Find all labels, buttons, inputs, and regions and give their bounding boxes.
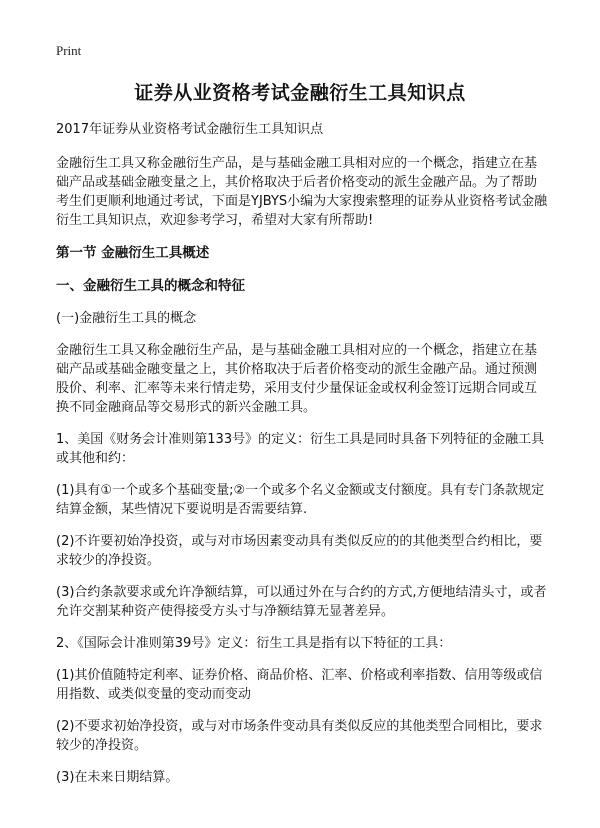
- ias-item-3: (3)在未来日期结算。: [56, 770, 179, 785]
- article-body: [56, 120, 548, 800]
- article-subtitle: 2017年证券从业资格考试金融衍生工具知识点: [56, 122, 324, 137]
- fas-definition-intro: 1、美国《财务会计准则第133号》的定义：衍生工具是同时具备下列特征的金融工具或其他和约：: [56, 432, 545, 466]
- print-link[interactable]: Print: [56, 43, 82, 58]
- fas-item-1: (1)具有①一个或多个基础变量;②一个或多个名义金额或支付额度。具有专门条款规定结算金额，某些情况下要说明是否需要结算.: [56, 483, 545, 517]
- fas-item-2: (2)不许要初始净投资，或与对市场因素变动具有类似反应的的其他类型合约相比，要求较少的净投资。: [56, 534, 543, 568]
- item-heading: (一)金融衍生工具的概念: [56, 311, 197, 326]
- ias-definition-intro: 2、《国际会计准则第39号》定义：衍生工具是指有以下特征的工具：: [56, 636, 452, 651]
- fas-item-3: (3)合约条款要求或允许净额结算，可以通过外在与合约的方式,方便地结清头寸，或者允许交割某种资产使得接受方头寸与净额结算无显著差异。: [56, 585, 547, 619]
- intro-paragraph: 金融衍生工具又称金融衍生产品，是与基础金融工具相对应的一个概念，指建立在基础产品或基础金融变量之上，其价格取决于后者价格变动的派生金融产品。为了帮助考生们更顺利地通过考试，下面是YJBYS小编为大家搜索整理的证券从业资格考试金融衍生工具知识点，欢迎参考学习，希望对大家有所帮助!: [56, 156, 548, 228]
- section-heading: 第一节 金融衍生工具概述: [56, 245, 210, 261]
- document-title: 证券从业资格考试金融衍生工具知识点: [134, 82, 466, 104]
- ias-item-2: (2)不要求初始净投资，或与对市场条件变动具有类似反应的其他类型合同相比，要求较少的净投资。: [56, 719, 543, 753]
- subsection-heading: 一、金融衍生工具的概念和特征: [56, 278, 245, 294]
- ias-item-1: (1)其价值随特定利率、证券价格、商品价格、汇率、价格或利率指数、信用等级或信用指数、或类似变量的变动而变动: [56, 668, 543, 702]
- definition-paragraph: 金融衍生工具又称金融衍生产品，是与基础金融工具相对应的一个概念，指建立在基础产品或基础金融变量之上，其价格取决于后者价格变动的派生金融产品。通过预测股价、利率、汇率等未来行情走势，采用支付少量保证金或权利金签订远期合同或互换不同金融商品等交易形式的新兴金融工具。: [56, 343, 538, 415]
